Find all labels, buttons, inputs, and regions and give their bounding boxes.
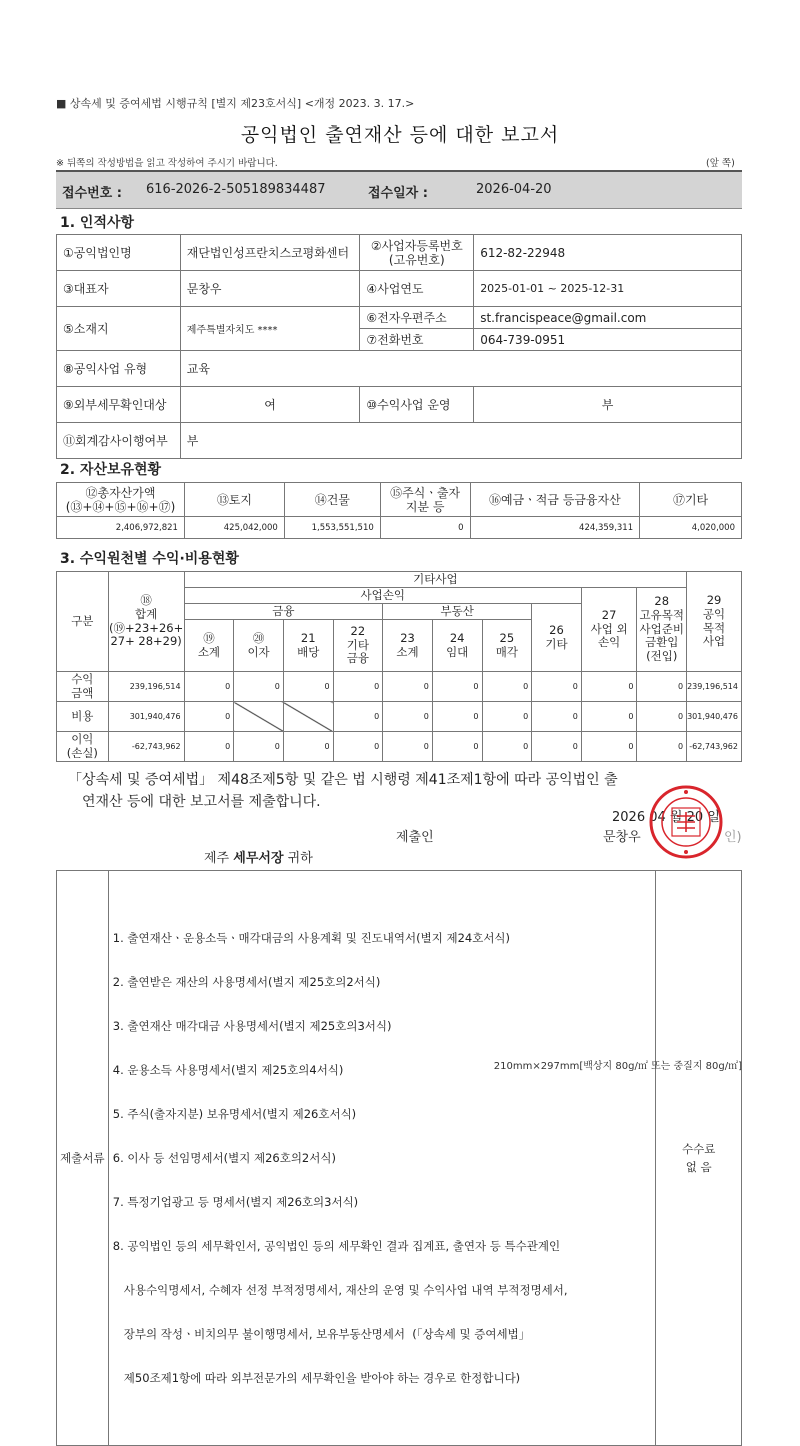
table-row — [57, 702, 742, 732]
documents-list — [108, 871, 656, 1446]
phone-label: ⑦전화번호 — [360, 329, 474, 351]
cell: 301,940,476 — [687, 702, 742, 732]
h-other-business: 기타사업 — [184, 572, 686, 588]
cell: 0 — [383, 672, 433, 702]
ext-value: 여 — [180, 387, 360, 423]
cell: 0 — [283, 732, 333, 762]
table-row — [57, 732, 742, 762]
section1-title: 1. 인적사항 — [60, 215, 135, 231]
h-stock — [380, 483, 470, 517]
h25a: 25 — [499, 630, 515, 645]
h29b: 공익 — [702, 606, 726, 621]
cell: 0 — [581, 702, 637, 732]
audit-label: ⑪회계감사이행여부 — [57, 423, 181, 459]
h12b: (⑬+⑭+⑮+⑯+⑰) — [65, 499, 176, 514]
ext-label: ⑨외부세무확인대상 — [57, 387, 181, 423]
h27c: 손익 — [598, 635, 621, 650]
fiscal-label: ④사업연도 — [360, 271, 474, 307]
cell: 0 — [432, 672, 482, 702]
h22b: 기타 — [346, 637, 369, 652]
section2-title: 2. 자산보유현황 — [60, 462, 162, 478]
v-building: 1,553,551,510 — [284, 517, 380, 539]
cell: 0 — [532, 732, 582, 762]
cell: 0 — [333, 732, 383, 762]
list-item: 5. 주식(출자지분) 보유명세서(별지 제26호서식) — [112, 1107, 357, 1121]
biz-no: 612-82-22948 — [474, 235, 742, 271]
day-unit: 일 — [707, 810, 720, 825]
h-re-subtotal — [383, 620, 433, 672]
v-land: 425,042,000 — [184, 517, 284, 539]
v-deposits: 424,359,311 — [470, 517, 640, 539]
h18d: 27+ 28+29) — [110, 634, 182, 649]
cell: 0 — [234, 732, 284, 762]
h-division: 구분 — [57, 572, 109, 672]
submitter-label: 제출인 — [396, 830, 434, 845]
cell: 301,940,476 — [108, 702, 184, 732]
h28b: 고유목적 — [639, 607, 684, 622]
profit-value: 부 — [474, 387, 742, 423]
cell: 0 — [333, 702, 383, 732]
h21a: 21 — [300, 630, 316, 645]
h12a: ⑫총자산가액 — [85, 485, 156, 500]
cell: 0 — [482, 702, 532, 732]
h29d: 사업 — [702, 634, 726, 649]
cell: 0 — [637, 672, 687, 702]
rep-name: 문창우 — [180, 271, 360, 307]
h23b: 소계 — [396, 644, 419, 659]
h26a: 26 — [549, 622, 564, 637]
h-total-assets — [57, 483, 185, 517]
cell: 0 — [333, 672, 383, 702]
h-reserve — [637, 588, 687, 672]
profit-label: ⑩수익사업 운영 — [360, 387, 474, 423]
h-building: ⑭건물 — [284, 483, 380, 517]
declaration-line-2: 연재산 등에 대한 보고서를 제출합니다. — [82, 794, 321, 810]
declaration-line-1: 「상속세 및 증여세법」 제48조제5항 및 같은 법 시행령 제41조제1항에 따라 공익법인 출 — [68, 772, 618, 788]
row-label — [57, 672, 109, 702]
list-item: 3. 출연재산 매각대금 사용명세서(별지 제25호의3서식) — [112, 1019, 392, 1033]
cell: 0 — [637, 702, 687, 732]
list-item: 2. 출연받은 재산의 사용명세서(별지 제25호의2서식) — [112, 975, 381, 989]
h28a: 28 — [654, 594, 670, 608]
submitter-name: 문창우 — [603, 830, 641, 845]
cell: 0 — [637, 732, 687, 762]
h-real-estate: 부동산 — [383, 604, 532, 620]
h-rent — [432, 620, 482, 672]
h18b: 합계 — [135, 606, 158, 621]
h-fin-subtotal — [184, 620, 234, 672]
submit-month: 04 — [649, 810, 666, 825]
list-item: 8. 공익법인 등의 세무확인서, 공익법인 등의 세무확인 결과 집계표, 출연자 등 특수관계인 — [112, 1239, 561, 1253]
audit-value: 부 — [180, 423, 741, 459]
h19a: ⑲ — [203, 630, 215, 645]
biz-no-label-1: ②사업자등록번호 — [370, 238, 463, 253]
h-dividend — [283, 620, 333, 672]
h24a: 24 — [449, 630, 465, 645]
h-public-business — [687, 572, 742, 672]
h23a: 23 — [400, 630, 415, 645]
list-item: 장부의 작성ㆍ비치의무 불이행명세서, 보유부동산명세서 (「상속세 및 증여세법」 — [112, 1327, 531, 1341]
row-label-2: (손실) — [66, 745, 98, 760]
h21b: 배당 — [297, 644, 320, 659]
h29c: 목적 — [702, 620, 726, 635]
h18c: (⑲+23+26+ — [109, 620, 184, 635]
submit-day: 20 — [686, 810, 704, 825]
sign-suffix: 인) — [724, 830, 742, 845]
h20b: 이자 — [247, 644, 270, 659]
h-interest — [234, 620, 284, 672]
seal-stamp-icon — [648, 784, 724, 860]
h19b: 소계 — [197, 644, 221, 659]
h-deposits: ⑯예금ㆍ적금 등금융자산 — [470, 483, 640, 517]
fiscal-period: 2025-01-01 ~ 2025-12-31 — [474, 271, 742, 307]
h28d: 금환입 — [645, 635, 679, 650]
cell: -62,743,962 — [108, 732, 184, 762]
cell: -62,743,962 — [687, 732, 742, 762]
month-unit: 월 — [669, 810, 683, 825]
h27a: 27 — [601, 607, 617, 622]
cell: 0 — [581, 672, 637, 702]
h-total — [108, 572, 184, 672]
fee-cell — [656, 871, 742, 1446]
h-sale — [482, 620, 532, 672]
v-total-assets: 2,406,972,821 — [57, 517, 185, 539]
list-item: 1. 출연재산ㆍ운용소득ㆍ매각대금의 사용계획 및 진도내역서(별지 제24호서식) — [112, 931, 511, 945]
slash-cell — [234, 702, 284, 732]
cell: 0 — [432, 732, 482, 762]
table-row — [57, 672, 742, 702]
page-title: 공익법인 출연재산 등에 대한 보고서 — [240, 124, 560, 146]
h26b: 기타 — [545, 636, 568, 651]
row-label-1: 이익 — [71, 731, 94, 746]
row-label: 비용 — [57, 702, 109, 732]
receipt-band — [56, 170, 742, 209]
email: st.francispeace@gmail.com — [474, 307, 742, 329]
h27b: 사업 외 — [590, 621, 628, 636]
h15b: 지분 등 — [405, 499, 445, 514]
cell: 239,196,514 — [108, 672, 184, 702]
addressee-line — [204, 847, 313, 866]
h15a: ⑮주식ㆍ출자 — [390, 485, 461, 500]
corp-name: 재단법인성프란치스코평화센터 — [180, 235, 360, 271]
cell: 0 — [482, 732, 532, 762]
h-nonop — [581, 588, 637, 672]
h-biz-other — [532, 604, 582, 672]
row-label-1: 수익 — [71, 671, 94, 686]
tax-office-suffix: 세무서장 — [233, 851, 284, 866]
cell: 0 — [283, 672, 333, 702]
cell: 0 — [581, 732, 637, 762]
documents-label: 제출서류 — [57, 871, 109, 1446]
h28c: 사업준비 — [639, 621, 684, 636]
h29a: 29 — [706, 592, 722, 607]
section3-title: 3. 수익원천별 수익·비용현황 — [60, 551, 239, 567]
paper-spec: 210mm×297mm[백상지 80g/㎡ 또는 중질지 80g/㎡] — [493, 1061, 742, 1072]
h24b: 임대 — [446, 644, 469, 659]
receipt-date-label: 접수일자 : — [368, 186, 428, 201]
tax-office: 제주 — [204, 851, 230, 866]
asset-table — [56, 482, 742, 539]
h-business-pl: 사업손익 — [184, 588, 581, 604]
cell: 0 — [432, 702, 482, 732]
list-item: 6. 이사 등 선임명세서(별지 제26호의2서식) — [112, 1151, 336, 1165]
cell: 0 — [184, 672, 234, 702]
h-fin-other — [333, 620, 383, 672]
cell: 0 — [184, 732, 234, 762]
h22c: 금융 — [346, 651, 369, 666]
addr-label: ⑤소재지 — [57, 307, 181, 351]
cell: 0 — [532, 672, 582, 702]
list-item: 7. 특정기업광고 등 명세서(별지 제26호의3서식) — [112, 1195, 359, 1209]
v-other: 4,020,000 — [640, 517, 742, 539]
biz-no-label-2: (고유번호) — [388, 252, 445, 267]
email-label: ⑥전자우편주소 — [360, 307, 474, 329]
biz-type: 교육 — [180, 351, 741, 387]
form-header: ■ 상속세 및 증여세법 시행규칙 [별지 제23호서식] <개정 2023. 3. 17.> — [56, 97, 415, 110]
receipt-number: 616-2026-2-505189834487 — [146, 182, 326, 197]
cell: 0 — [532, 702, 582, 732]
receipt-date: 2026-04-20 — [476, 182, 552, 197]
corp-name-label: ①공익법인명 — [57, 235, 181, 271]
addressee: 귀하 — [287, 851, 313, 866]
slash-cell — [283, 702, 333, 732]
h-land: ⑬토지 — [184, 483, 284, 517]
submit-year: 2026 — [612, 810, 646, 825]
personal-info-table — [56, 234, 742, 459]
h22a: 22 — [350, 623, 366, 638]
row-label — [57, 732, 109, 762]
row-label-2: 금액 — [71, 685, 94, 700]
rep-label: ③대표자 — [57, 271, 181, 307]
instruction-note: ※ 뒤쪽의 작성방법을 읽고 작성하여 주시기 바랍니다. — [56, 158, 278, 169]
phone: 064-739-0951 — [474, 329, 742, 351]
address: 제주특별자치도 **** — [180, 307, 360, 351]
documents-table — [56, 870, 742, 1446]
cell: 0 — [383, 702, 433, 732]
cell: 239,196,514 — [687, 672, 742, 702]
h20a: ⑳ — [252, 630, 265, 645]
type-label: ⑧공익사업 유형 — [57, 351, 181, 387]
side-label: (앞 쪽) — [706, 158, 735, 169]
list-item: 4. 운용소득 사용명세서(별지 제25호의4서식) — [112, 1063, 344, 1077]
fee-label: 수수료 — [682, 1142, 716, 1156]
fee-value: 없 음 — [685, 1160, 712, 1174]
list-item: 제50조제1항에 따라 외부전문가의 세무확인을 받아야 하는 경우로 한정합니다) — [112, 1371, 521, 1385]
cell: 0 — [383, 732, 433, 762]
cell: 0 — [234, 672, 284, 702]
income-table — [56, 571, 742, 762]
v-stock: 0 — [380, 517, 470, 539]
receipt-number-label: 접수번호 : — [62, 186, 122, 201]
cell: 0 — [184, 702, 234, 732]
h18a: ⑱ — [140, 592, 152, 607]
biz-no-label — [360, 235, 474, 271]
h-finance: 금융 — [184, 604, 383, 620]
list-item: 사용수익명세서, 수혜자 선정 부적정명세서, 재산의 운영 및 수익사업 내역 부적정명세서, — [112, 1283, 568, 1297]
h28e: (전입) — [646, 649, 678, 664]
h25b: 매각 — [495, 644, 518, 659]
h-other: ⑰기타 — [640, 483, 742, 517]
cell: 0 — [482, 672, 532, 702]
